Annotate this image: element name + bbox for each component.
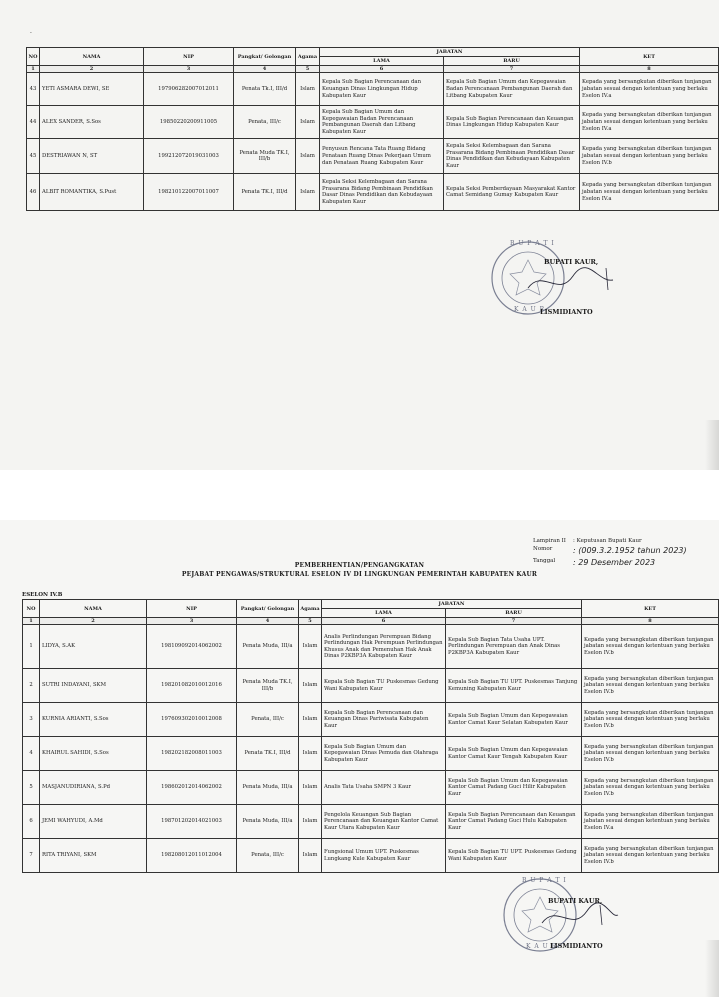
- table-row: [23, 703, 719, 737]
- table-row: [27, 139, 719, 174]
- col-index: 4: [237, 618, 299, 625]
- col-header-lama: LAMA: [320, 57, 444, 66]
- cell-baru: Kepala Sub Bagian TU UPT. Puskesmas Gedung Wani Kabupaten Kaur: [446, 839, 582, 873]
- cell-pangkat: Penata Muda, III/a: [237, 625, 299, 669]
- cell-nama: KHAIRUL SAHIDI, S.Sos: [40, 737, 147, 771]
- cell-pangkat: Penata Muda, III/a: [237, 771, 299, 805]
- cell-agama: Islam: [299, 737, 322, 771]
- cell-baru: Kepala Sub Bagian Umum dan Kepegawaian Badan Perencanaan Pembangunan Daerah dan Litbang Kabupaten Kaur: [444, 73, 580, 106]
- seal-bottom-text: K A U R: [514, 306, 546, 313]
- cell-no: 46: [27, 174, 40, 211]
- cell-ket: Kepada yang bersangkutan diberikan tunjangan jabatan sesuai dengan ketentuan yang berlaku Eselon IV.b: [582, 771, 719, 805]
- col-index: 8: [580, 66, 719, 73]
- cell-nama: LIDYA, S.AK: [40, 625, 147, 669]
- cell-baru: Kepala Sub Bagian Umum dan Kepegawaian Kantor Camat Kaur Selatan Kabupaten Kaur: [446, 703, 582, 737]
- col-header-nama: NAMA: [40, 48, 144, 66]
- table-row: [27, 106, 719, 139]
- nomor-value: : (009.3.2.1952 tahun 2023): [573, 546, 687, 556]
- table-row: [23, 669, 719, 703]
- cell-nip: 198201082010012016: [147, 669, 237, 703]
- col-header-nama: NAMA: [40, 600, 147, 618]
- tanggal-value: : 29 Desember 2023: [573, 558, 656, 568]
- cell-lama: Kepala Sub Bagian TU Puskesmas Gedung Wani Kabupaten Kaur: [322, 669, 446, 703]
- col-header-jabatan: JABATAN: [322, 600, 582, 609]
- cell-nip: 199212072019031003: [144, 139, 234, 174]
- cell-agama: Islam: [299, 771, 322, 805]
- table-row: [27, 73, 719, 106]
- personnel-table-page-2: [22, 599, 719, 873]
- cell-no: 7: [23, 839, 40, 873]
- table-row: [23, 839, 719, 873]
- personnel-table-page-1: [26, 47, 719, 211]
- cell-agama: Islam: [299, 703, 322, 737]
- cell-nip: 197609302010012008: [147, 703, 237, 737]
- signatory-name: LISMIDIANTO: [550, 942, 603, 950]
- col-header-ket: KET: [582, 600, 719, 618]
- col-header-no: NO: [27, 48, 40, 66]
- cell-nip: 198701202014021003: [147, 805, 237, 839]
- cell-pangkat: Penata, III/c: [237, 703, 299, 737]
- cell-nama: SUTRI INDAYANI, SKM: [40, 669, 147, 703]
- cell-nip: 198602012014062002: [147, 771, 237, 805]
- cell-agama: Islam: [296, 106, 320, 139]
- col-index: 3: [147, 618, 237, 625]
- cell-pangkat: Penata Tk.I, III/d: [234, 73, 296, 106]
- col-index: 1: [27, 66, 40, 73]
- cell-pangkat: Penata Muda TK.I, III/b: [237, 669, 299, 703]
- cell-pangkat: Penata TK.I, III/d: [237, 737, 299, 771]
- scanned-page-1: [0, 0, 719, 470]
- document-heading-1: PEMBERHENTIAN/PENGANGKATAN: [294, 562, 425, 569]
- col-header-agama: Agama: [296, 48, 320, 66]
- cell-baru: Kepala Seksi Pemberdayaan Masyarakat Kantor Camat Semidang Gumay Kabupaten Kaur: [444, 174, 580, 211]
- cell-agama: Islam: [299, 805, 322, 839]
- seal-top-text: B U P A T I: [522, 877, 567, 884]
- table-row: [23, 771, 719, 805]
- cell-agama: Islam: [299, 625, 322, 669]
- seal-bottom-text: K A U R: [526, 943, 558, 950]
- col-header-baru: BARU: [444, 57, 580, 66]
- cell-nama: ALBIT ROMANTIKA, S.Pust: [40, 174, 144, 211]
- cell-pangkat: Penata TK.I, III/d: [234, 174, 296, 211]
- handwritten-signature-icon: [500, 875, 650, 965]
- col-header-no: NO: [23, 600, 40, 618]
- cell-ket: Kepada yang bersangkutan diberikan tunjangan jabatan sesuai dengan ketentuan yang berlaku Eselon IV.b: [582, 839, 719, 873]
- cell-nip: 198210122007011007: [144, 174, 234, 211]
- cell-nama: ALEX SANDER, S.Sos: [40, 106, 144, 139]
- cell-baru: Kepala Sub Bagian Perencanaan dan Keuangan Kantor Camat Padang Guci Hulu Kabupaten Kaur: [446, 805, 582, 839]
- cell-lama: Analis Perlindungan Perempuan Bidang Perlindungan Hak Perempuan Perlindungan Khusus Anak dan Pemenuhan Hak Anak Dinas P2KBP3A Kabupaten Kaur: [322, 625, 446, 669]
- col-index: 8: [582, 618, 719, 625]
- col-index: 4: [234, 66, 296, 73]
- cell-ket: Kepada yang bersangkutan diberikan tunjangan jabatan sesuai dengan ketentuan yang berlaku Eselon IV.a: [580, 106, 719, 139]
- cell-ket: Kepada yang bersangkutan diberikan tunjangan jabatan sesuai dengan ketentuan yang berlaku Eselon IV.b: [580, 139, 719, 174]
- col-index: 6: [322, 618, 446, 625]
- cell-lama: Penyusun Rencana Tata Ruang Bidang Penataan Ruang Dinas Pekerjaan Umum dan Penataan Ruang Kabupaten Kaur: [320, 139, 444, 174]
- col-index: 7: [444, 66, 580, 73]
- cell-no: 1: [23, 625, 40, 669]
- cell-ket: Kepada yang bersangkutan diberikan tunjangan jabatan sesuai dengan ketentuan yang berlaku Eselon IV.b: [582, 737, 719, 771]
- cell-ket: Kepada yang bersangkutan diberikan tunjangan jabatan sesuai dengan ketentuan yang berlaku Eselon IV.b: [582, 703, 719, 737]
- cell-nip: 198208012011012004: [147, 839, 237, 873]
- cell-baru: Kepala Sub Bagian TU UPT. Puskesmas Tanjung Kemuning Kabupaten Kaur: [446, 669, 582, 703]
- cell-lama: Analis Tata Usaha SMPN 3 Kaur: [322, 771, 446, 805]
- col-index: 3: [144, 66, 234, 73]
- scan-speck: ·: [30, 30, 32, 37]
- cell-no: 4: [23, 737, 40, 771]
- column-index-row: [23, 618, 719, 625]
- cell-ket: Kepada yang bersangkutan diberikan tunjangan jabatan sesuai dengan ketentuan yang berlaku Eselon IV.a: [580, 73, 719, 106]
- signatory-name: LISMIDIANTO: [540, 308, 593, 316]
- column-index-row: [27, 66, 719, 73]
- cell-agama: Islam: [296, 174, 320, 211]
- cell-no: 5: [23, 771, 40, 805]
- cell-agama: Islam: [296, 139, 320, 174]
- cell-agama: Islam: [299, 839, 322, 873]
- col-index: 2: [40, 618, 147, 625]
- table-row: [23, 805, 719, 839]
- cell-lama: Kepala Sub Bagian Perencanaan dan Keuangan Dinas Pariwisata Kabupaten Kaur: [322, 703, 446, 737]
- cell-ket: Kepada yang bersangkutan diberikan tunjangan jabatan sesuai dengan ketentuan yang berlaku Eselon IV.a: [582, 805, 719, 839]
- table-row: [23, 737, 719, 771]
- tanggal-label: Tanggal: [533, 558, 556, 565]
- cell-nama: KURNIA ARIANTI, S.Sos: [40, 703, 147, 737]
- cell-no: 3: [23, 703, 40, 737]
- cell-pangkat: Penata Muda TK.I, III/b: [234, 139, 296, 174]
- cell-nama: YETI ASMARA DEWI, SE: [40, 73, 144, 106]
- cell-lama: Kepala Seksi Kelembagaan dan Sarana Prasarana Bidang Pembinaan Pendidikan Dasar Dinas Pendidikan dan Kebudayaan Kabupaten Kaur: [320, 174, 444, 211]
- eselon-label: ESELON IV.B: [22, 592, 63, 598]
- col-header-pangkat: Pangkat/ Golongan: [234, 48, 296, 66]
- cell-baru: Kepala Seksi Kelembagaan dan Sarana Prasarana Bidang Pembinaan Pendidikan Dasar Dinas Pendidikan dan Kebudayaan Kabupaten Kaur: [444, 139, 580, 174]
- cell-lama: Kepala Sub Bagian Umum dan Kepegawaian Badan Perencanaan Pembangunan Daerah dan Litbang Kabupaten Kaur: [320, 106, 444, 139]
- cell-lama: Fungsional Umum UPT. Puskesmas Lungkang Kule Kabupaten Kaur: [322, 839, 446, 873]
- cell-nama: JEMI WAHYUDI, A.Md: [40, 805, 147, 839]
- cell-ket: Kepada yang bersangkutan diberikan tunjangan jabatan sesuai dengan ketentuan yang berlaku Eselon IV.b: [582, 669, 719, 703]
- signature-block-page-2: [500, 875, 650, 965]
- cell-ket: Kepada yang bersangkutan diberikan tunjangan jabatan sesuai dengan ketentuan yang berlaku Eselon IV.a: [580, 174, 719, 211]
- cell-no: 43: [27, 73, 40, 106]
- scan-shadow: [705, 940, 719, 997]
- cell-agama: Islam: [299, 669, 322, 703]
- cell-nama: DESTRIAWAN N, ST: [40, 139, 144, 174]
- col-index: 6: [320, 66, 444, 73]
- col-header-ket: KET: [580, 48, 719, 66]
- cell-baru: Kepala Sub Bagian Umum dan Kepegawaian Kantor Camat Padang Guci Hilir Kabupaten Kaur: [446, 771, 582, 805]
- cell-ket: Kepada yang bersangkutan diberikan tunjangan jabatan sesuai dengan ketentuan yang berlaku Eselon IV.b: [582, 625, 719, 669]
- cell-nip: 198109092014062002: [147, 625, 237, 669]
- cell-nama: MASJANUDIRIANA, S.Pd: [40, 771, 147, 805]
- cell-pangkat: Penata, III/c: [234, 106, 296, 139]
- table-row: [27, 174, 719, 211]
- signatory-title: BUPATI KAUR,: [544, 258, 599, 266]
- col-header-pangkat: Pangkat/ Golongan: [237, 600, 299, 618]
- cell-nip: 197906282007012011: [144, 73, 234, 106]
- cell-baru: Kepala Sub Bagian Tata Usaha UPT. Perlindungan Perempuan dan Anak Dinas P2KBP3A Kabupaten Kaur: [446, 625, 582, 669]
- seal-top-text: B U P A T I: [510, 240, 555, 247]
- cell-lama: Pengelola Keuangan Sub Bagian Perencanaan dan Keuangan Kantor Camat Kaur Utara Kabupaten Kaur: [322, 805, 446, 839]
- cell-agama: Islam: [296, 73, 320, 106]
- col-index: 1: [23, 618, 40, 625]
- col-header-lama: LAMA: [322, 609, 446, 618]
- cell-lama: Kepala Sub Bagian Umum dan Kepegawaian Dinas Pemuda dan Olahraga Kabupaten Kaur: [322, 737, 446, 771]
- col-header-baru: BARU: [446, 609, 582, 618]
- cell-baru: Kepala Sub Bagian Umum dan Kepegawaian Kantor Camat Kaur Tengah Kabupaten Kaur: [446, 737, 582, 771]
- nomor-label: Nomor: [533, 546, 553, 553]
- cell-nip: 19850220200911005: [144, 106, 234, 139]
- cell-baru: Kepala Sub Bagian Perencanaan dan Keuangan Dinas Lingkungan Hidup Kabupaten Kaur: [444, 106, 580, 139]
- col-header-agama: Agama: [299, 600, 322, 618]
- cell-lama: Kepala Sub Bagian Perencanaan dan Keuangan Dinas Lingkungan Hidup Kabupaten Kaur: [320, 73, 444, 106]
- cell-no: 44: [27, 106, 40, 139]
- col-index: 7: [446, 618, 582, 625]
- table-row: [23, 625, 719, 669]
- cell-no: 45: [27, 139, 40, 174]
- col-index: 2: [40, 66, 144, 73]
- cell-no: 2: [23, 669, 40, 703]
- cell-pangkat: Penata, III/c: [237, 839, 299, 873]
- col-header-nip: NIP: [147, 600, 237, 618]
- col-index: 5: [299, 618, 322, 625]
- cell-pangkat: Penata Muda, III/a: [237, 805, 299, 839]
- cell-nip: 198202182008011003: [147, 737, 237, 771]
- cell-no: 6: [23, 805, 40, 839]
- scan-shadow: [705, 420, 719, 470]
- col-header-nip: NIP: [144, 48, 234, 66]
- document-heading-2: PEJABAT PENGAWAS/STRUKTURAL ESELON IV DI LINGKUNGAN PEMERINTAH KABUPATEN KAUR: [181, 571, 538, 578]
- col-index: 5: [296, 66, 320, 73]
- lampiran-label: Lampiran II: [533, 538, 566, 544]
- cell-nama: RITA TRIYANI, SKM: [40, 839, 147, 873]
- col-header-jabatan: JABATAN: [320, 48, 580, 57]
- signatory-title: BUPATI KAUR,: [548, 897, 603, 905]
- lampiran-value: : Keputusan Bupati Kaur: [573, 538, 642, 544]
- camscanner-footer: [0, 470, 719, 520]
- signature-block-page-1: [488, 238, 628, 328]
